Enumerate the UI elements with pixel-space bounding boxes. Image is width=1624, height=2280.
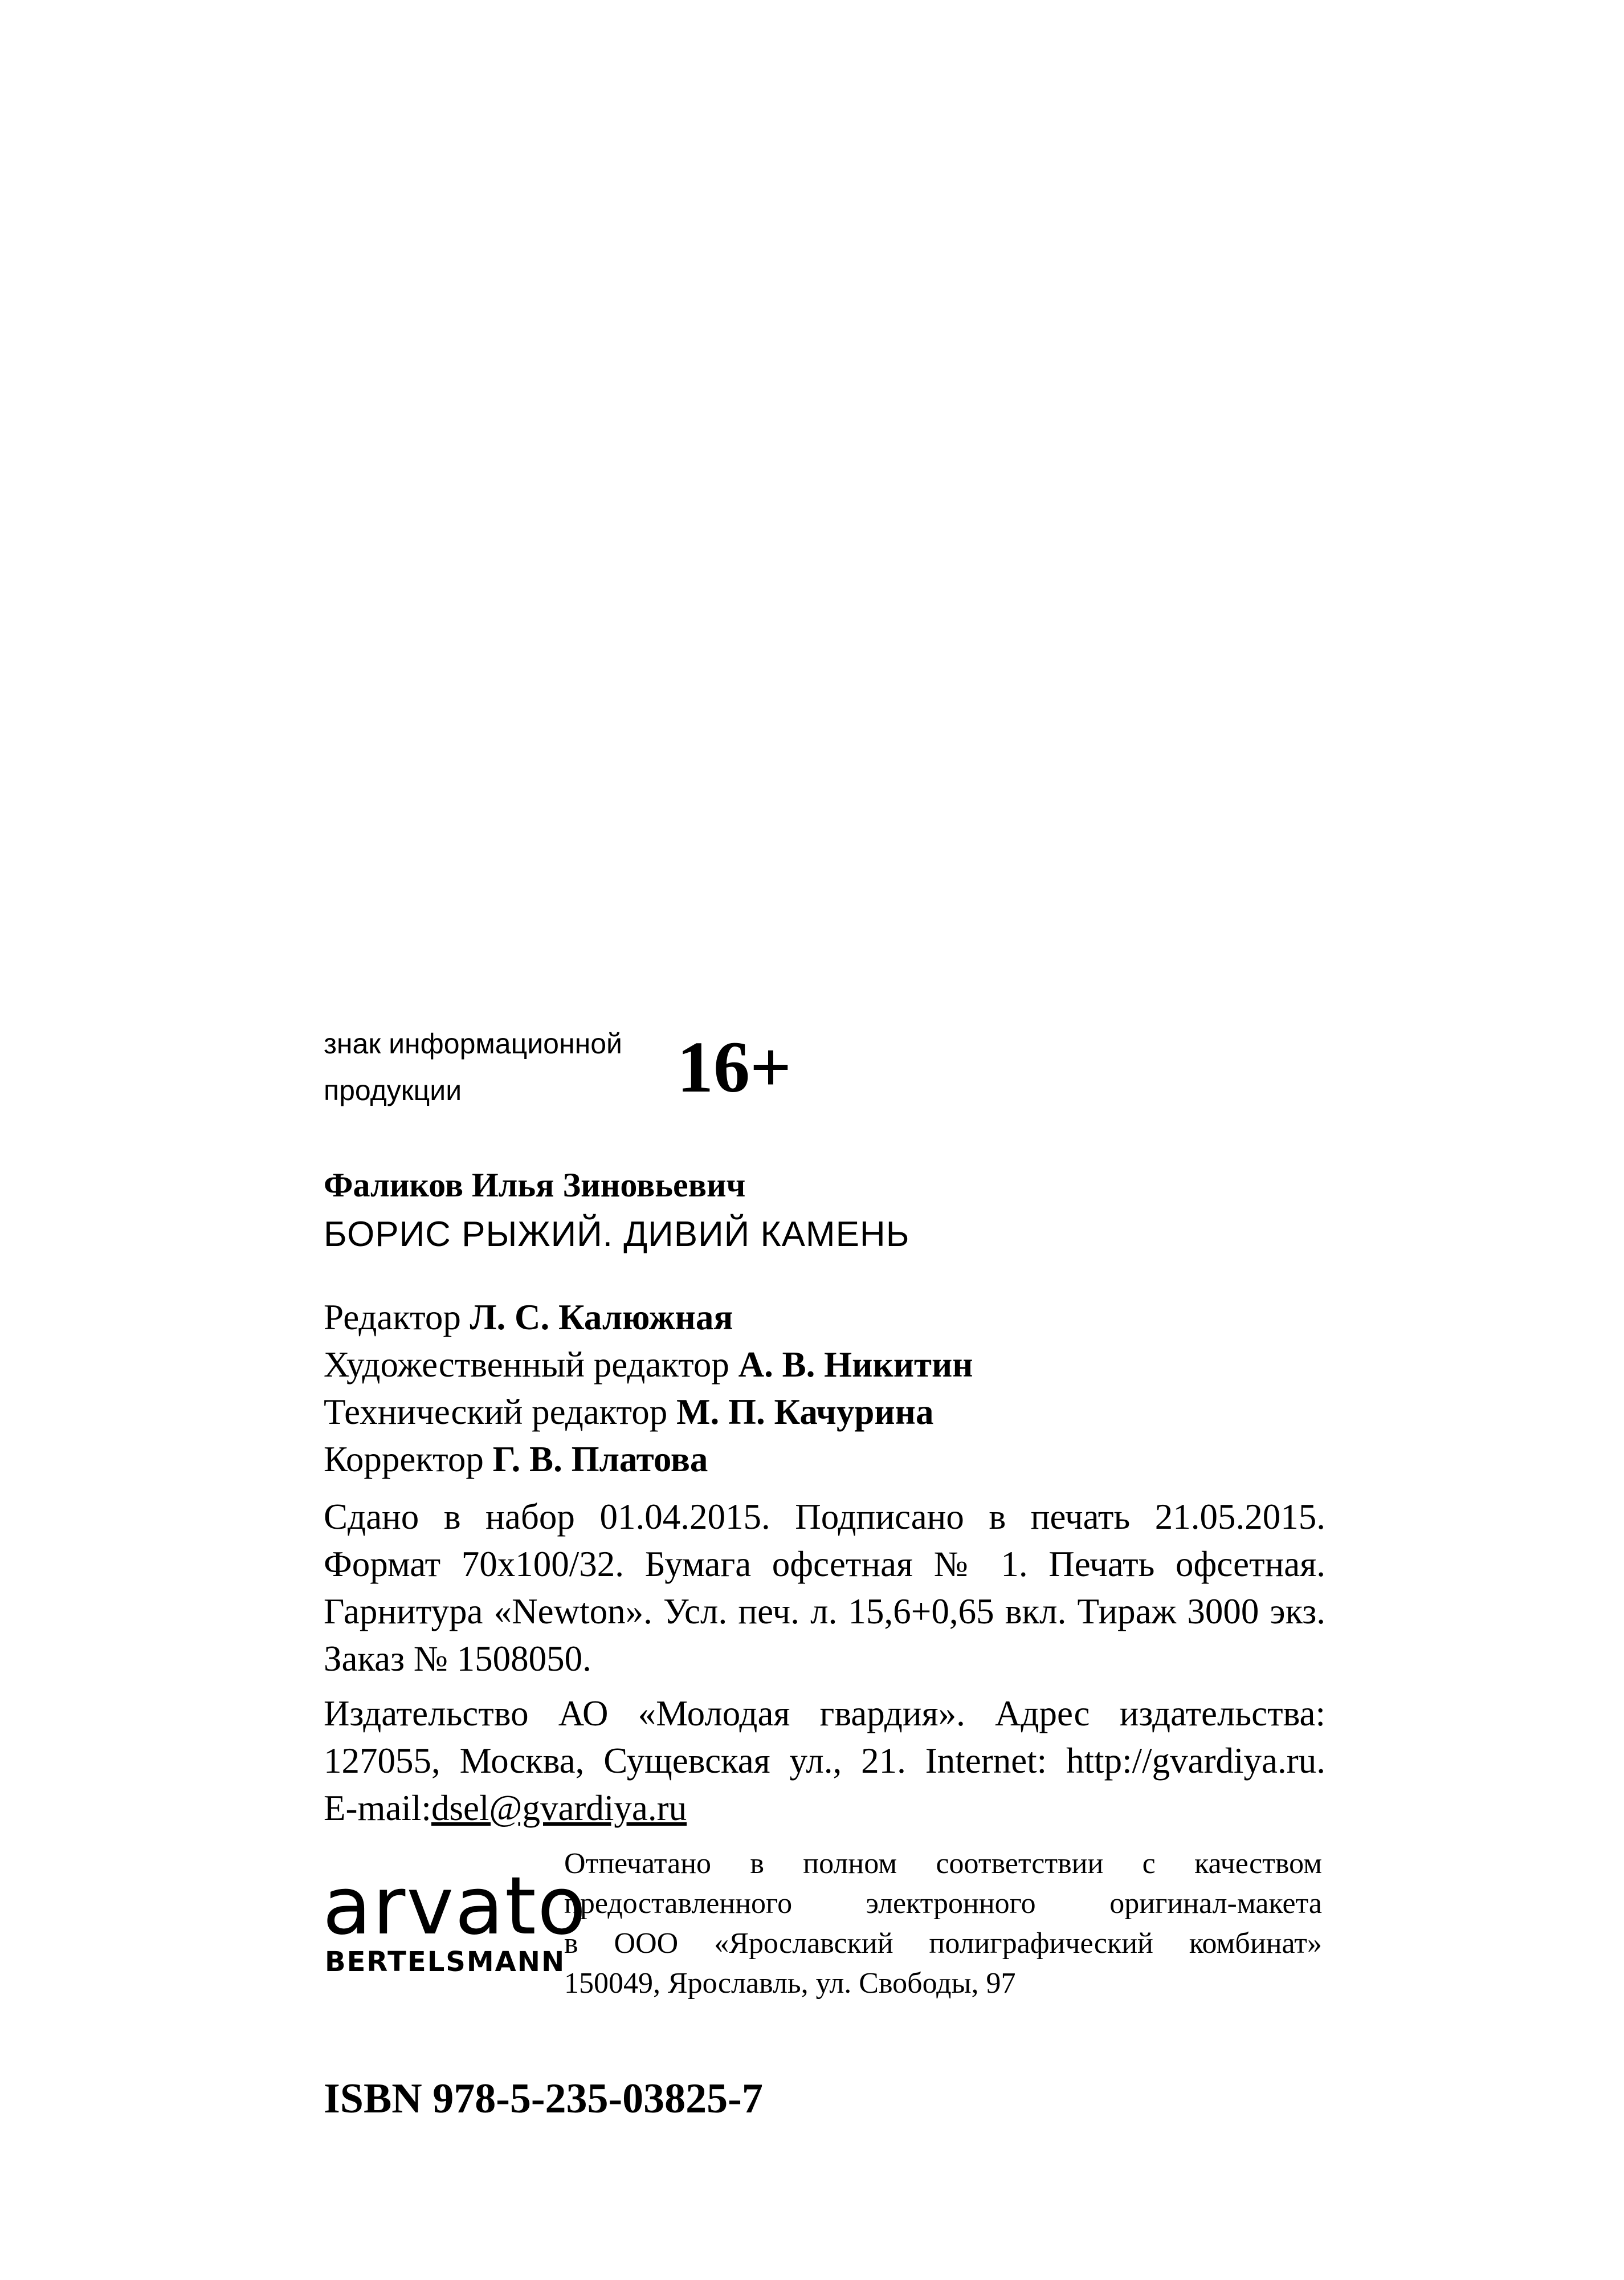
print-details-line: Заказ № 1508050. [324, 1639, 591, 1679]
age-rating-label [324, 1020, 622, 1114]
staff-row [324, 1341, 973, 1389]
print-details-line: Формат 70x100/32. Бумага офсетная № 1. Печать офсетная. [324, 1544, 1325, 1584]
publisher-line: 127055, Москва, Сущевская ул., 21. Internet: http://gvardiya.ru. [324, 1741, 1325, 1781]
isbn: ISBN 978-5-235-03825-7 [324, 2075, 763, 2122]
staff-name: Г. В. Платова [492, 1439, 708, 1479]
staff-role: Редактор [324, 1297, 461, 1337]
printer-line: Отпечатано в полном соответствии с качеством [564, 1847, 1322, 1880]
print-details-line: Сдано в набор 01.04.2015. Подписано в печать 21.05.2015. [324, 1497, 1325, 1537]
author-name: Фаликов Илья Зиновьевич [324, 1166, 746, 1204]
age-rating-label-line1: знак информационной [324, 1028, 622, 1060]
publisher-email-line [324, 1785, 1325, 1832]
printer-line: 150049, Ярославль, ул. Свободы, 97 [564, 1967, 1016, 2000]
email-prefix: E-mail: [324, 1788, 431, 1828]
printer-line: в ООО «Ярославский полиграфический комбинат» [564, 1927, 1322, 1960]
book-title: БОРИС РЫЖИЙ. ДИВИЙ КАМЕНЬ [324, 1215, 910, 1254]
publisher-info [324, 1690, 1325, 1832]
staff-role: Корректор [324, 1439, 484, 1479]
staff-list [324, 1294, 973, 1483]
staff-row [324, 1389, 973, 1436]
bertelsmann-logo-text: BERTELSMANN [325, 1946, 566, 1978]
print-details-line: Гарнитура «Newton». Усл. печ. л. 15,6+0,65 вкл. Тираж 3000 экз. [324, 1591, 1325, 1631]
printer-line: предоставленного электронного оригинал-макета [564, 1887, 1322, 1920]
staff-name: Л. С. Калюжная [470, 1297, 733, 1337]
staff-name: М. П. Качурина [676, 1392, 934, 1432]
staff-row [324, 1294, 973, 1341]
age-rating-mark: 16+ [677, 1027, 791, 1108]
staff-row [324, 1436, 973, 1483]
staff-role: Художественный редактор [324, 1345, 729, 1385]
staff-name: А. В. Никитин [738, 1345, 973, 1385]
staff-role: Технический редактор [324, 1392, 668, 1432]
printer-info [564, 1844, 1322, 2004]
print-details [324, 1493, 1325, 1683]
arvato-logo-word: arvato [323, 1860, 587, 1953]
publisher-line: Издательство АО «Молодая гвардия». Адрес издательства: [324, 1693, 1325, 1733]
age-rating-label-line2: продукции [324, 1074, 462, 1106]
email-link[interactable]: dsel@gvardiya.ru [431, 1788, 687, 1828]
